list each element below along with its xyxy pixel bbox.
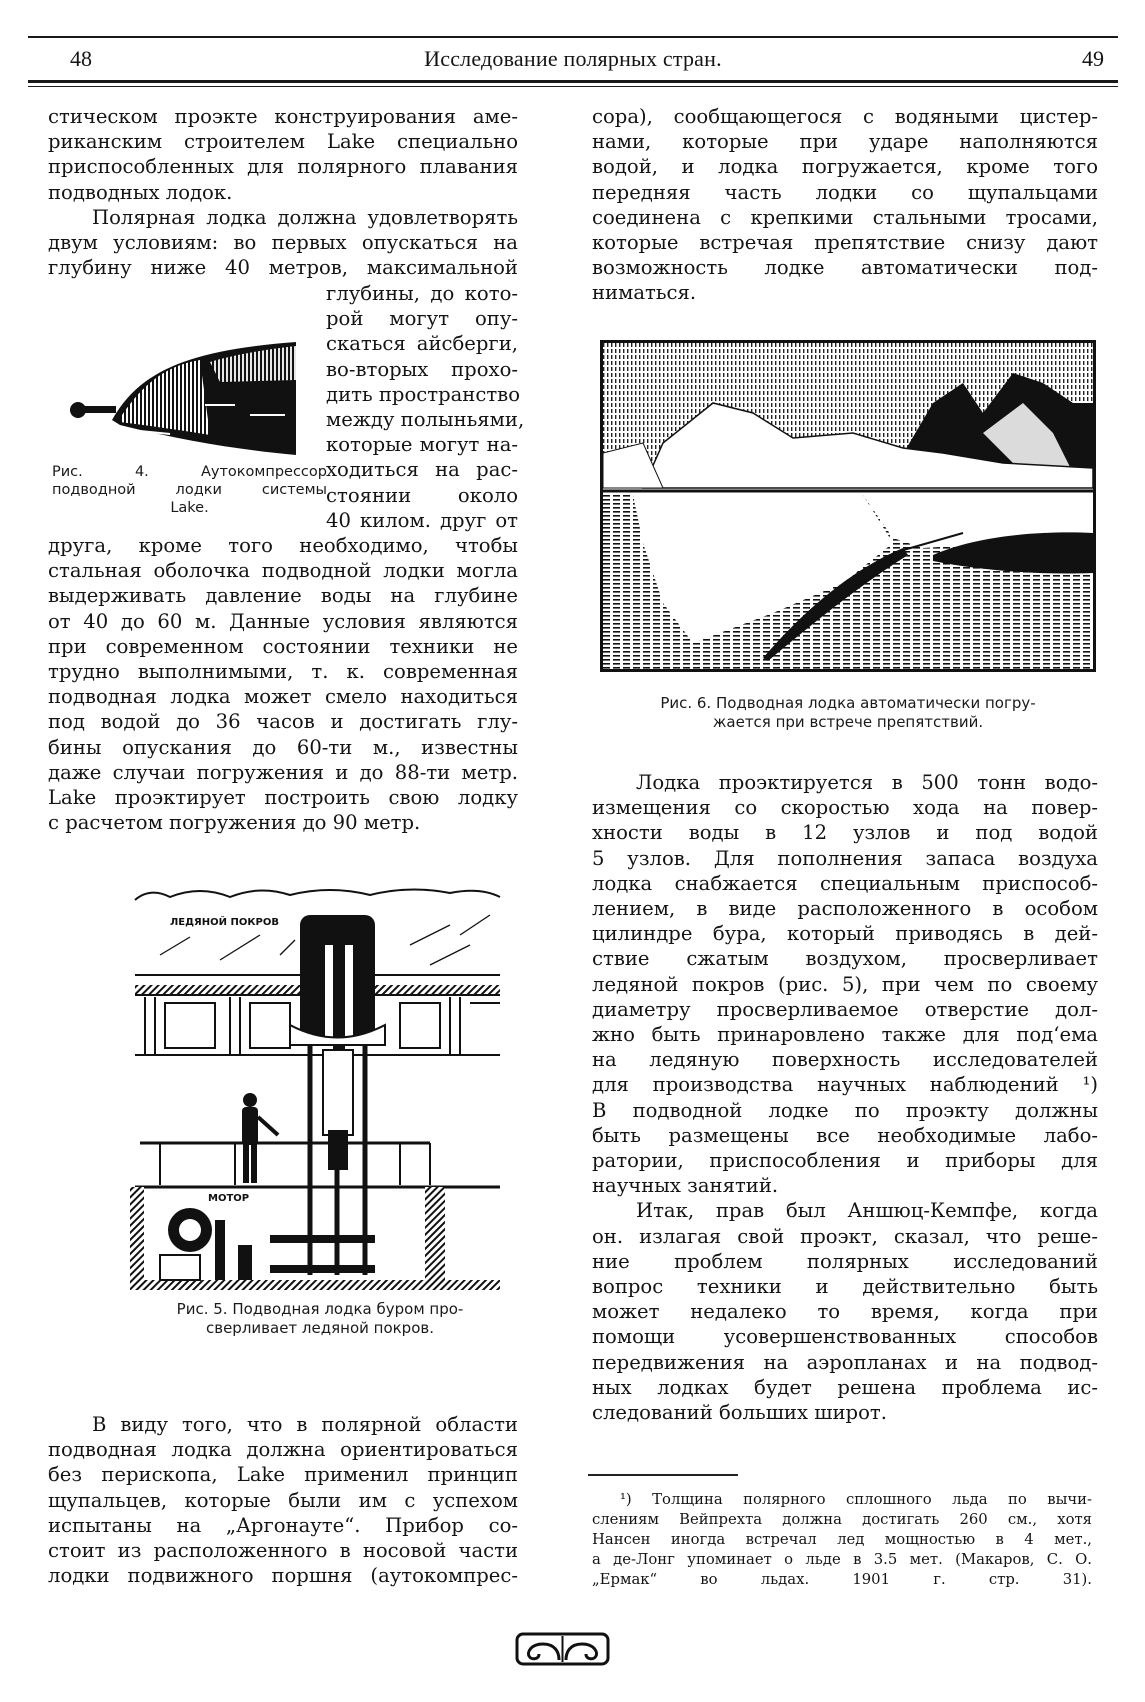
header-bottom-rule — [28, 80, 1118, 83]
header-bottom-rule-thin — [28, 86, 1118, 87]
ornament — [515, 1632, 610, 1666]
header-top-rule — [28, 36, 1118, 38]
running-title: Исследование полярных стран. — [424, 46, 722, 71]
figure-6-caption: Рис. 6. Подводная лодка автоматически погру- жается при встрече препятствий. — [660, 694, 1036, 731]
figure-4-caption: Рис. 4. Аутокомпрессор подводной лодки системы Lake. — [52, 464, 327, 516]
running-header — [28, 44, 1118, 78]
figure-4 — [60, 330, 300, 455]
decorative-ornament-icon — [515, 1632, 610, 1666]
label-motor: МОТОР — [208, 1193, 250, 1204]
iceberg-submarine-illustration-icon — [603, 343, 1093, 669]
submarine-bow-drawing-icon — [60, 330, 300, 455]
label-ice-cover: ЛЕДЯНОЙ ПОКРОВ — [170, 917, 279, 928]
right-column-bottom: Лодка проэктируется в 500 тонн водо- измещения со скоростью хода на повер- хности воды в 12 узлов и под водой 5 узлов. Для пополнения запаса воздуха лодка снабжается специальным приспособ- лением, в виде расположенного в особом цилиндре бура, который приводясь в дей- ствие сжатым воздухом, просверливает ледяной покров (рис. 5), при чем по своему диаметру просверливаемое отверстие дол- жно быть принаровлено также для под‘ема на ледяную поверхность исследователей для производства научных наблюдений ¹) В подводной лодке по проэкту должны быть размещены все необходимые лабо- ратории, приспособления и приборы для научных занятий. Итак, прав был Аншюц-Кемпфе, когда он. излагая свой проэкт, сказал, что реше- ние проблем полярных исследований вопрос техники и действительно быть может недалеко то время, когда при помощи усовершенствованных способов передвижения на аэропланах и на подвод- ных лодках будет решена проблема ис- следований больших широт. — [592, 771, 1098, 1425]
left-column-top — [48, 104, 518, 280]
left-column-middle: друга, кроме того необходимо, чтобы стальная оболочка подводной лодки могла выдерживать давление воды на глубине от 40 до 60 м. Данные условия являются при современном состоянии техники не трудно выполнимыми, т. к. современная подводная лодка может смело находиться под водой до 36 часов и достигать глу- бины опускания до 60-ти м., известны даже случаи погружения и до 88-ти метр. Lake проэктирует построить свою лодку с расчетом погружения до 90 метр. — [48, 534, 518, 835]
ice-drill-diagram-icon — [130, 885, 510, 1290]
figure-5-caption: Рис. 5. Подводная лодка буром про- сверливает ледяной покров. — [176, 1300, 464, 1337]
left-column-bottom: В виду того, что в полярной области подводная лодка должна ориентироваться без перископа, Lake применил принцип щупальцев, которые были им с успехом испытаны на „Аргонауте“. Прибор со- стоит из расположенного в носовой части лодки подвижного поршня (аутокомпрес- — [48, 1413, 518, 1588]
page-number-left: 48 — [70, 46, 92, 71]
paragraph: Полярная лодка должна удовлетворять двум условиям: во первых опускаться на глубину ниже 40 метров, максимальной — [48, 205, 518, 280]
figure-6 — [600, 340, 1096, 672]
figure-5 — [130, 885, 510, 1290]
footnote: ¹) Толщина полярного сплошного льда по вычи- слениям Вейпрехта должна достигать 260 см., хотя Нансен иногда встречал лед мощностью в 4 мет., а де-Лонг упоминает о льде в 3.5 мет. (Макаров, С. О. „Ермак“ во льдах. 1901 г. стр. 31). — [592, 1491, 1092, 1588]
right-column-top: сора), сообщающегося с водяными цистер- нами, которые при ударе наполняются водой, и лодка погружается, кроме того передняя часть лодки со щупальцами соединена с крепкими стальными тросами, которые встречая препятствие снизу дают возможность лодке автоматически под- ниматься. — [592, 105, 1098, 305]
footnote-rule — [588, 1474, 738, 1476]
page-number-right: 49 — [1082, 46, 1104, 71]
paragraph: стическом проэкте конструирования аме- риканским строителем Lake специально приспособленных для полярного плавания подводных лодок. — [48, 105, 518, 204]
left-column-wrap: глубины, до кото- рой могут опу- скаться айсберги, во-вторых прохо- дить пространство между полыньями, которые могут на- ходиться на рас- стоянии около 40 килом. друг от — [326, 282, 525, 532]
